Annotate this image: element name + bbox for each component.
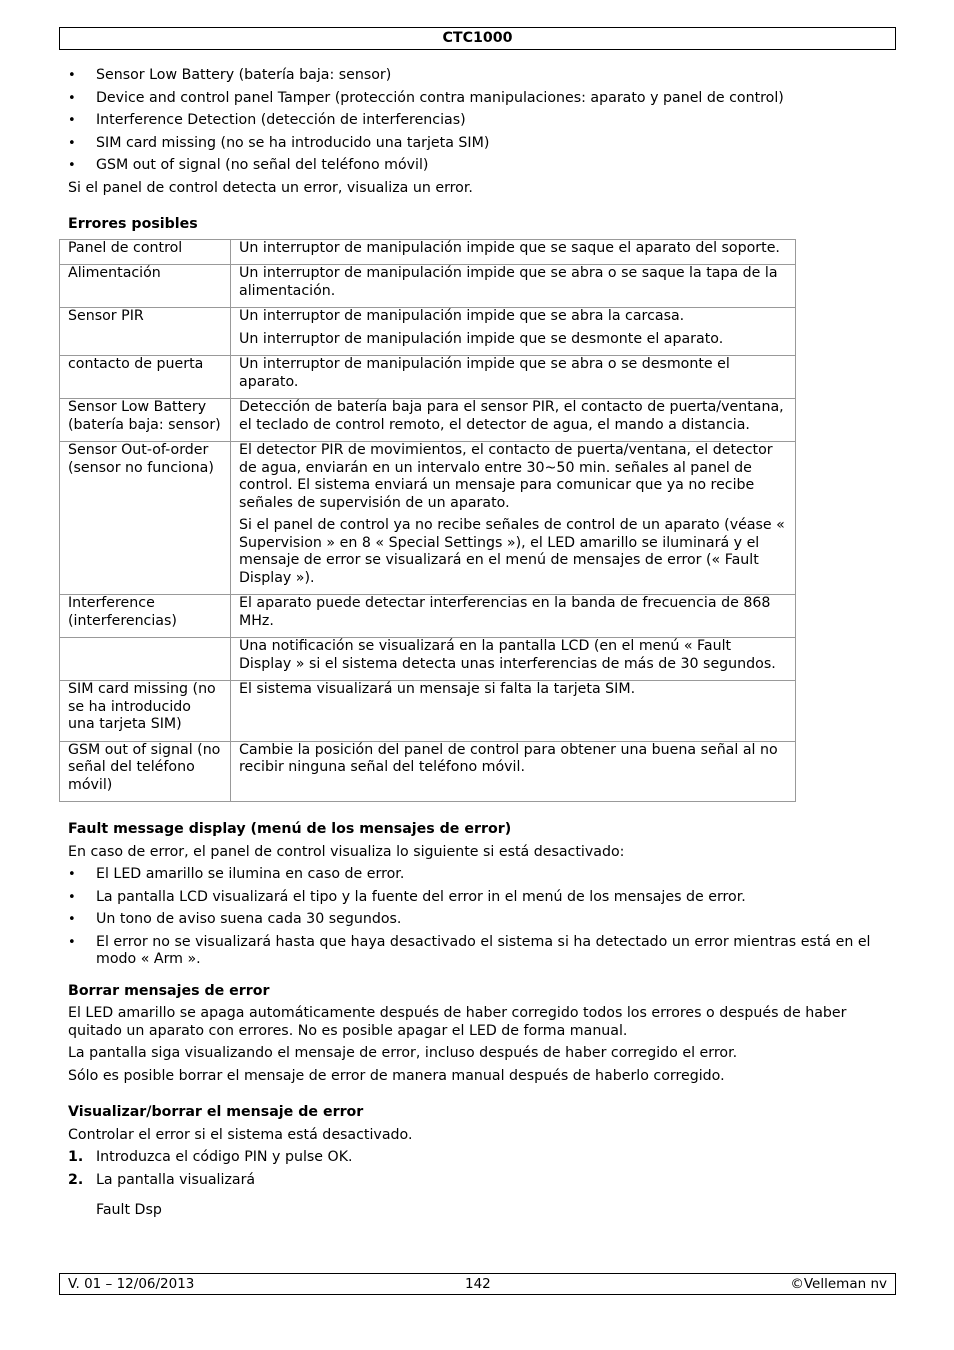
error-description-cell [231,356,796,399]
error-description: Un interruptor de manipulación impide que se saque el aparato del soporte. [239,239,780,256]
fault-display-bullet-list [68,866,878,969]
list-item: • Device and control panel Tamper (protección contra manipulaciones: aparato y panel de control) [68,90,878,108]
error-description-cell [231,308,796,356]
intro-bullet-list [68,67,878,175]
error-source-cell: Alimentación [60,265,231,308]
section-heading-borrar: Borrar mensajes de error [68,982,270,999]
visualizar-steps [68,1149,878,1189]
list-item: • El error no se visualizará hasta que haya desactivado el sistema si ha detectado un error mientras está en el modo « Arm ». [68,934,878,969]
list-item: • El LED amarillo se ilumina en caso de error. [68,866,878,884]
page-content [68,67,878,1225]
error-description-cell [231,399,796,442]
step-item [68,1149,878,1167]
step-number: 1. [68,1149,84,1165]
error-description: Cambie la posición del panel de control para obtener una buena señal al no recibir ninguna señal del teléfono móvil. [239,741,778,775]
display-text: Fault Dsp [96,1202,162,1218]
page-header [59,27,896,50]
page-footer [59,1273,896,1295]
error-description: Un interruptor de manipulación impide que se abra o se desmonte el aparato. [239,356,730,390]
errors-table-body [60,239,796,802]
list-item: • GSM out of signal (no señal del teléfono móvil) [68,157,878,175]
error-description: El sistema visualizará un mensaje si falta la tarjeta SIM. [239,681,636,697]
error-description: El detector PIR de movimientos, el contacto de puerta/ventana, el detector de agua, enviarán en un intervalo entre 30~50 min. señales al panel de control. El sistema enviará un mensaje para comunicar que ya no recibe señales de supervisión de un aparato. [239,442,773,511]
list-item: • SIM card missing (no se ha introducido una tarjeta SIM) [68,135,878,153]
step-text: Introduzca el código PIN y pulse OK. [96,1149,353,1165]
error-description-cell [231,265,796,308]
header-title: CTC1000 [442,30,513,46]
error-description-cell [231,681,796,742]
intro-text: Si el panel de control detecta un error, visualiza un error. [68,179,473,196]
step-number: 2. [68,1171,84,1188]
error-description: El aparato puede detectar interferencias en la banda de frecuencia de 868 MHz. [239,595,771,629]
table-row [60,681,796,742]
table-row [60,239,796,265]
borrar-paragraph: El LED amarillo se apaga automáticamente después de haber corregido todos los errores o después de haber quitado un aparato con errores. No es posible apagar el LED de forma manual. [68,1005,847,1039]
error-description-cell [231,595,796,638]
error-source-cell: Interference (interferencias) [60,595,231,638]
error-description: Una notificación se visualizará en la pantalla LCD (en el menú « Fault Display » si el sistema detecta unas interferencias de más de 30 segundos. [239,638,776,672]
error-source-cell: GSM out of signal (no señal del teléfono móvil) [60,741,231,802]
error-source-cell: Sensor Low Battery (batería baja: sensor) [60,399,231,442]
table-row [60,308,796,356]
borrar-paragraph: La pantalla siga visualizando el mensaje de error, incluso después de haber corregido el error. [68,1045,738,1061]
error-description: Un interruptor de manipulación impide que se desmonte el aparato. [239,330,724,347]
fault-display-text: En caso de error, el panel de control visualiza lo siguiente si está desactivado: [68,843,625,860]
error-source-cell [60,638,231,681]
error-source-cell: SIM card missing (no se ha introducido una tarjeta SIM) [60,681,231,742]
error-description-cell [231,741,796,802]
list-item: • Sensor Low Battery (batería baja: sensor) [68,67,878,85]
visualizar-text: Controlar el error si el sistema está desactivado. [68,1126,413,1143]
step-item [68,1172,878,1190]
errors-table [59,239,796,803]
error-source-cell: Sensor PIR [60,308,231,356]
list-item: • Interference Detection (detección de interferencias) [68,112,878,130]
error-description: Si el panel de control ya no recibe señales de control de un aparato (véase « Supervision » en 8 « Special Settings »), el LED amarillo se iluminará y el mensaje de error se visualizará en el menú de mensajes de error (« Fault Display »). [239,517,785,586]
table-row [60,265,796,308]
list-item: • La pantalla LCD visualizará el tipo y la fuente del error in el menú de los mensajes de error. [68,889,878,907]
step-text: La pantalla visualizará [96,1171,256,1188]
footer-copyright: ©Velleman nv [790,1276,887,1292]
section-heading-errores: Errores posibles [68,216,198,232]
error-description-cell [231,442,796,595]
table-row [60,356,796,399]
error-source-cell: Panel de control [60,239,231,265]
table-row [60,638,796,681]
table-row [60,595,796,638]
error-description-cell [231,239,796,265]
error-description: Detección de batería baja para el sensor PIR, el contacto de puerta/ventana, el teclado de control remoto, el detector de agua, el mando a distancia. [239,399,784,433]
footer-version: V. 01 – 12/06/2013 [68,1276,195,1292]
error-source-cell: contacto de puerta [60,356,231,399]
error-description-cell [231,638,796,681]
section-heading-fault-display: Fault message display (menú de los mensajes de error) [68,821,512,837]
borrar-paragraph: Sólo es posible borrar el mensaje de error de manera manual después de haberlo corregido. [68,1067,725,1084]
error-description: Un interruptor de manipulación impide que se abra la carcasa. [239,308,685,324]
error-source-cell: Sensor Out-of-order (sensor no funciona) [60,442,231,595]
list-item: • Un tono de aviso suena cada 30 segundos. [68,911,878,929]
section-heading-visualizar: Visualizar/borrar el mensaje de error [68,1104,364,1120]
table-row [60,442,796,595]
error-description: Un interruptor de manipulación impide que se abra o se saque la tapa de la alimentación. [239,265,778,299]
table-row [60,399,796,442]
table-row [60,741,796,802]
footer-page-number: 142 [465,1276,491,1292]
